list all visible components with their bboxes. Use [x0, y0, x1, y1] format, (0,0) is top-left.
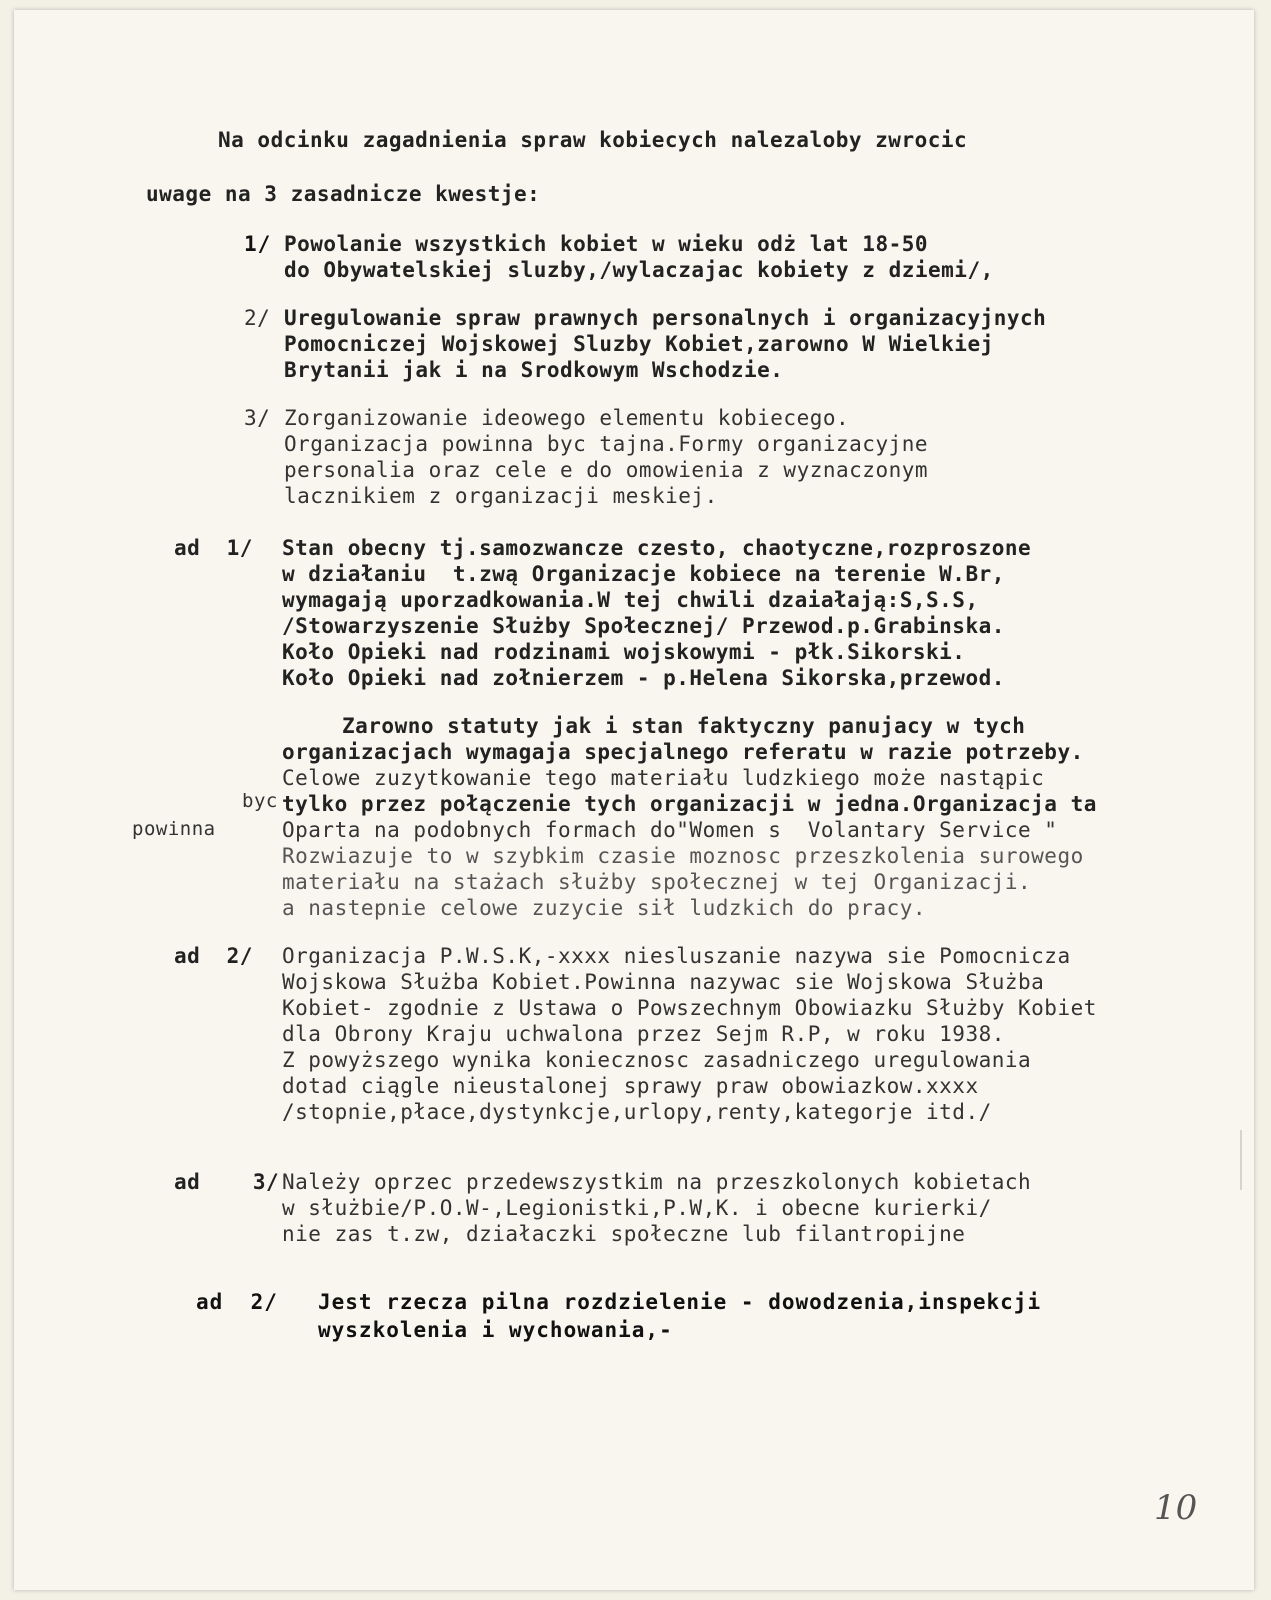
ad1-margin-note-powinna: powinna	[132, 818, 216, 840]
intro-line-2: uwage na 3 zasadnicze kwestje:	[146, 182, 541, 206]
ad1-para-line-4: tylko przez połączenie tych organizacji w jedna.Organizacja ta	[282, 792, 1097, 816]
point-2-line-3: Brytanii jak i na Srodkowym Wschodzie.	[284, 358, 784, 382]
ad1-line-4: /Stowarzyszenie Służby Społecznej/ Przewod.p.Grabinska.	[282, 614, 1005, 638]
point-3-line-2: Organizacja powinna byc tajna.Formy organizacyjne	[284, 432, 929, 456]
paper-edge-mark	[1240, 1130, 1242, 1190]
ad1-para-line-5: Oparta na podobnych formach do"Women s Volantary Service "	[282, 818, 1058, 842]
ad1-para-line-2: organizacjach wymagaja specjalnego referatu w razie potrzeby.	[282, 740, 1084, 764]
ad2-line-5: Z powyższego wynika koniecznosc zasadniczego uregulowania	[282, 1048, 1032, 1072]
point-1-line-1: Powolanie wszystkich kobiet w wieku odż lat 18-50	[284, 232, 929, 256]
ad1-line-2: w działaniu t.zwą Organizacje kobiece na terenie W.Br,	[282, 562, 1005, 586]
point-2-line-1: Uregulowanie spraw prawnych personalnych i organizacyjnych	[284, 306, 1047, 330]
ad1-line-6: Koło Opieki nad zołnierzem - p.Helena Sikorska,przewod.	[282, 666, 1005, 690]
ad1-margin-note-byc: byc	[242, 790, 278, 812]
ad3-label: ad 3/	[174, 1170, 280, 1194]
ad1-line-5: Koło Opieki nad rodzinami wojskowymi - płk.Sikorski.	[282, 640, 966, 664]
point-1-number: 1/	[244, 232, 272, 256]
ad2b-line-2: wyszkolenia i wychowania,-	[318, 1318, 673, 1342]
ad2-line-7: /stopnie,płace,dystynkcje,urlopy,renty,kategorje itd./	[282, 1100, 992, 1124]
document-page	[14, 10, 1254, 1590]
page-number: 10	[1154, 1488, 1198, 1528]
ad1-para-line-3: Celowe zuzytkowanie tego materiału ludzkiego może nastąpic	[282, 766, 1045, 790]
ad2b-label: ad 2/	[196, 1290, 278, 1314]
ad1-para-line-1: Zarowno statuty jak i stan faktyczny panujacy w tych	[342, 714, 1026, 738]
ad2-line-3: Kobiet- zgodnie z Ustawa o Powszechnym Obowiazku Służby Kobiet	[282, 996, 1097, 1020]
ad2-line-4: dla Obrony Kraju uchwalona przez Sejm R.P, w roku 1938.	[282, 1022, 1005, 1046]
ad3-line-3: nie zas t.zw, działaczki społeczne lub filantropijne	[282, 1222, 966, 1246]
point-3-number: 3/	[244, 406, 271, 430]
ad3-line-2: w służbie/P.O.W-,Legionistki,P.W,K. i obecne kurierki/	[282, 1196, 992, 1220]
intro-line-1: Na odcinku zagadnienia spraw kobiecych nalezaloby zwrocic	[218, 128, 968, 152]
ad1-line-3: wymagają uporzadkowania.W tej chwili dzaiałają:S,S.S,	[282, 588, 979, 612]
point-3-line-1: Zorganizowanie ideowego elementu kobiecego.	[284, 406, 850, 430]
ad1-para-line-7: materiału na stażach służby społecznej w tej Organizacji.	[282, 870, 1032, 894]
point-3-line-3: personalia oraz cele e do omowienia z wyznaczonym	[284, 458, 929, 482]
ad2-line-2: Wojskowa Służba Kobiet.Powinna nazywac sie Wojskowa Służba	[282, 970, 1045, 994]
ad1-para-line-6: Rozwiazuje to w szybkim czasie moznosc przeszkolenia surowego	[282, 844, 1084, 868]
point-2-line-2: Pomocniczej Wojskowej Sluzby Kobiet,zarowno W Wielkiej	[284, 332, 994, 356]
ad1-line-1: Stan obecny tj.samozwancze czesto, chaotyczne,rozproszone	[282, 536, 1032, 560]
ad1-para-line-8: a nastepnie celowe zuzycie sił ludzkich do pracy.	[282, 896, 927, 920]
point-1-line-2: do Obywatelskiej sluzby,/wylaczajac kobiety z dziemi/,	[284, 258, 994, 282]
ad1-label: ad 1/	[174, 536, 253, 560]
ad3-line-1: Należy oprzec przedewszystkim na przeszkolonych kobietach	[282, 1170, 1032, 1194]
point-2-number: 2/	[244, 306, 271, 330]
ad2-line-1: Organizacja P.W.S.K,-xxxx niesluszanie nazywa sie Pomocnicza	[282, 944, 1071, 968]
ad2b-line-1: Jest rzecza pilna rozdzielenie - dowodzenia,inspekcji	[318, 1290, 1042, 1314]
ad2-label: ad 2/	[174, 944, 253, 968]
point-3-line-4: lacznikiem z organizacji meskiej.	[284, 484, 718, 508]
ad2-line-6: dotad ciągle nieustalonej sprawy praw obowiazkow.xxxx	[282, 1074, 979, 1098]
